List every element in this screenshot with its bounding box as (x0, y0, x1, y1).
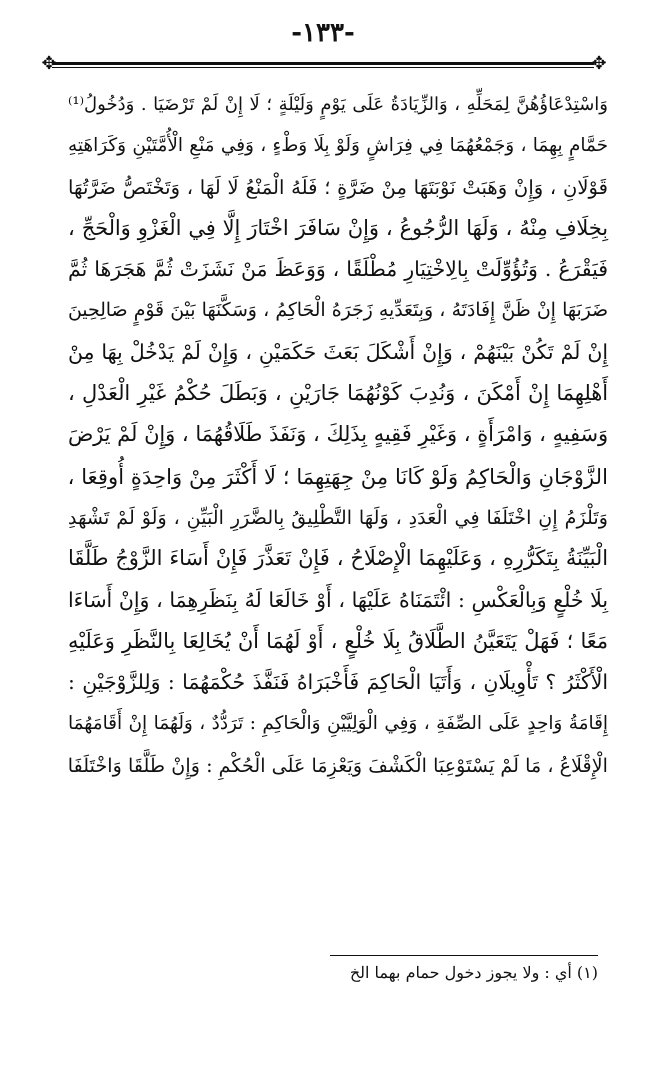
text-line: الْبَيِّنَةُ بِتَكَرُّرِهِ ، وَعَلَيْهِمَا الْإِصْلَاحُ ، فَإِنْ تَعَذَّرَ فَإِنْ أَسَاءَ الزَّوْجُ طَلَّقَا (68, 546, 608, 571)
ornament-right-icon: ✥ (591, 53, 607, 74)
text-line: إِنْ لَمْ تَكُنْ بَيْنَهُمْ ، وَإِنْ أَشْكَلَ بَعَثَ حَكَمَيْنِ ، وَإِنْ لَمْ يَدْخُلْ بِهَا مِنْ (68, 339, 608, 364)
text-line: الْأَكْثَرُ ؟ تَأْوِيلَانِ ، وَأَتَيَا الْحَاكِمَ فَأَخْبَرَاهُ فَنَفَّذَ حُكْمَهُمَا : وَلِلزَّوْجَيْنِ : (68, 670, 608, 695)
text-line: بِخِلَافِ مِنْهُ ، وَلَهَا الرُّجُوعُ ، وَإِنْ سَافَرَ اخْتَارَ إِلَّا فِي الْغَزْوِ وَالْحَجِّ ، (68, 215, 608, 240)
page-number: -١٣٣- (291, 18, 355, 48)
text-line: فَيَقْرَعُ . وَتُؤُوِّلَتْ بِالِاخْتِيَارِ مُطْلَقًا ، وَوَعَظَ مَنْ نَشَزَتْ ثُمَّ هَجَرَهَا ثُمَّ (68, 257, 608, 282)
text-line: بِلَا خُلْعٍ وَبِالْعَكْسِ : ائْتَمَنَاهُ عَلَيْهَا ، أَوْ خَالَعَا لَهُ بِنَظَرِهِمَا ، وَإِنْ أَسَاءَا (68, 587, 608, 612)
text-line: الْإِقْلَاعُ ، مَا لَمْ يَسْتَوْعِبَا الْكَشْفَ وَيَعْزِمَا عَلَى الْحُكْمِ : وَإِنْ طَلَّقَا وَاخْتَلَفَا (67, 753, 608, 777)
body-text (68, 84, 608, 786)
text-line: حَمَّامٍ بِهِمَا ، وَجَمْعُهُمَا فِي فِرَاشٍ وَلَوْ بِلَا وَطْءٍ ، وَفِي مَنْعِ الْأُمَّتَيْنِ وَكَرَاهَتِهِ (68, 135, 608, 157)
text-line: إِقَامَةُ وَاحِدٍ عَلَى الصِّفَةِ ، وَفِي الْوَلِيَّيْنِ وَالْحَاكِمِ : تَرَدُّدٌ ، وَلَهُمَا إِنْ أَقَامَهُمَا (68, 713, 608, 735)
ornament-left-icon: ✥ (41, 53, 57, 74)
footnote-rule (330, 955, 598, 956)
text-line: وَاسْتِدْعَاؤُهُنَّ لِمَحَلِّهِ ، وَالزِّيَادَةُ عَلَى يَوْمٍ وَلَيْلَةٍ ؛ لَا إِنْ لَمْ تَرْضَيَا . وَدُخُولُ⁽¹⁾ (68, 94, 608, 115)
text-line: أَهْلِهِمَا إِنْ أَمْكَنَ ، وَنُدِبَ كَوْنُهُمَا جَارَيْنِ ، وَبَطَلَ حُكْمُ غَيْرِ الْعَدْلِ ، (68, 381, 608, 406)
text-line: مَعًا ؛ فَهَلْ يَتَعَيَّنُ الطَّلَاقُ بِلَا خُلْعٍ ، أَوْ لَهُمَا أَنْ يُخَالِعَا بِالنَّظَرِ وَعَلَيْهِ (68, 628, 608, 653)
text-line: وَسَفِيهٍ ، وَامْرَأَةٍ ، وَغَيْرِ فَقِيهٍ بِذَلِكَ ، وَنَفَذَ طَلَاقُهُمَا ، وَإِنْ لَمْ يَرْضَ (68, 422, 608, 447)
footnote: (١) أي : ولا يجوز دخول حمام بهما الخ (349, 963, 598, 982)
frame-top-thin-rule (52, 67, 594, 68)
text-line: ضَرَبَهَا إِنْ ظَنَّ إِفَادَتَهُ ، وَبِتَعَدِّيهِ زَجَرَهُ الْحَاكِمُ ، وَسَكَّنَهَا بَيْنَ قَوْمٍ صَالِحِينَ (68, 300, 608, 322)
text-line: قَوْلَانِ ، وَإِنْ وَهَبَتْ نَوْبَتَهَا مِنْ ضَرَّةٍ ؛ فَلَهُ الْمَنْعُ لَا لَهَا ، وَتَخْتَصُّ ضَرَّتُهَا (68, 175, 608, 199)
frame-top-thick-rule (52, 62, 594, 65)
text-line: وَتَلْزَمُ إِنِ اخْتَلَفَا فِي الْعَدَدِ ، وَلَهَا التَّطْلِيقُ بِالضَّرَرِ الْبَيِّنِ ، وَلَوْ لَمْ تَشْهَدِ (68, 505, 608, 529)
text-line: الزَّوْجَانِ وَالْحَاكِمُ وَلَوْ كَانَا مِنْ جِهَتِهِمَا ؛ لَا أَكْثَرَ مِنْ وَاحِدَةٍ أُوقِعَا ، (67, 463, 608, 489)
